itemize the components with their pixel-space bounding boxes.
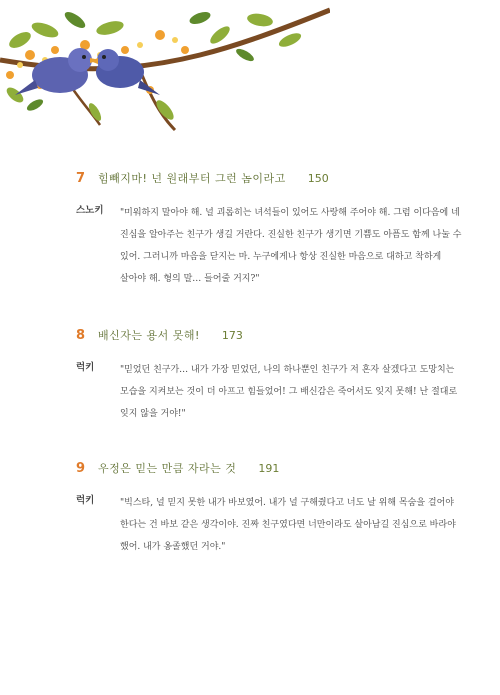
- chapter-title: 배신자는 용서 못해!: [98, 329, 200, 342]
- chapter-heading: [76, 327, 476, 343]
- chapter-page-number: 191: [258, 462, 280, 475]
- speaker-name: 스노키: [76, 205, 104, 216]
- chapter-title: 우정은 믿는 만큼 자라는 것: [98, 462, 237, 475]
- quote-text: "믿었던 친구가… 내가 가장 믿었던, 나의 하나뿐인 친구가 저 혼자 살겠다고 도망치는 모습을 지켜보는 것이 더 아프고 힘들었어! 그 배신감은 죽어서도 잊지 못해! 난 절대로 잊지 않을 거야!": [120, 365, 458, 419]
- quote-entry: [76, 202, 476, 290]
- chapter-page-number: 173: [221, 329, 243, 342]
- chapter-9: [76, 460, 476, 558]
- chapter-heading: [76, 170, 476, 186]
- chapter-number: 7: [76, 171, 86, 186]
- chapter-number: 8: [76, 328, 86, 343]
- chapter-title: 힘빼지마! 넌 원래부터 그런 놈이라고: [98, 172, 286, 185]
- chapter-8: [76, 327, 476, 425]
- chapter-7: [76, 170, 476, 290]
- speaker-name: 럭키: [76, 362, 95, 373]
- quote-entry: [76, 492, 476, 558]
- chapter-page-number: 150: [307, 172, 329, 185]
- quote-text: "빅스타, 널 믿지 못한 내가 바보였어. 내가 널 구해줬다고 너도 날 위해 목숨을 걸어야 한다는 건 바보 같은 생각이야. 진짜 친구였다면 너만이라도 살아남길 진심으로 바라야 했어. 내가 옹졸했던 거야.": [120, 498, 456, 552]
- chapter-heading: [76, 460, 476, 476]
- chapter-number: 9: [76, 461, 86, 476]
- branch-birds-illustration: [0, 0, 330, 135]
- speaker-name: 럭키: [76, 495, 95, 506]
- quote-text: "미워하지 말아야 해. 널 괴롭히는 녀석들이 있어도 사랑해 주어야 해. 그럼 이다음에 네 진심을 알아주는 친구가 생길 거란다. 진실한 친구가 생기면 기쁨도 아픔도 함께 나눌 수 있어. 그러니까 마음을 닫지는 마. 누구에게나 항상 진실한 마음으로 대하고 착하게 살아야 해. 형의 말… 들어줄 거지?": [120, 208, 462, 284]
- quote-entry: [76, 359, 476, 425]
